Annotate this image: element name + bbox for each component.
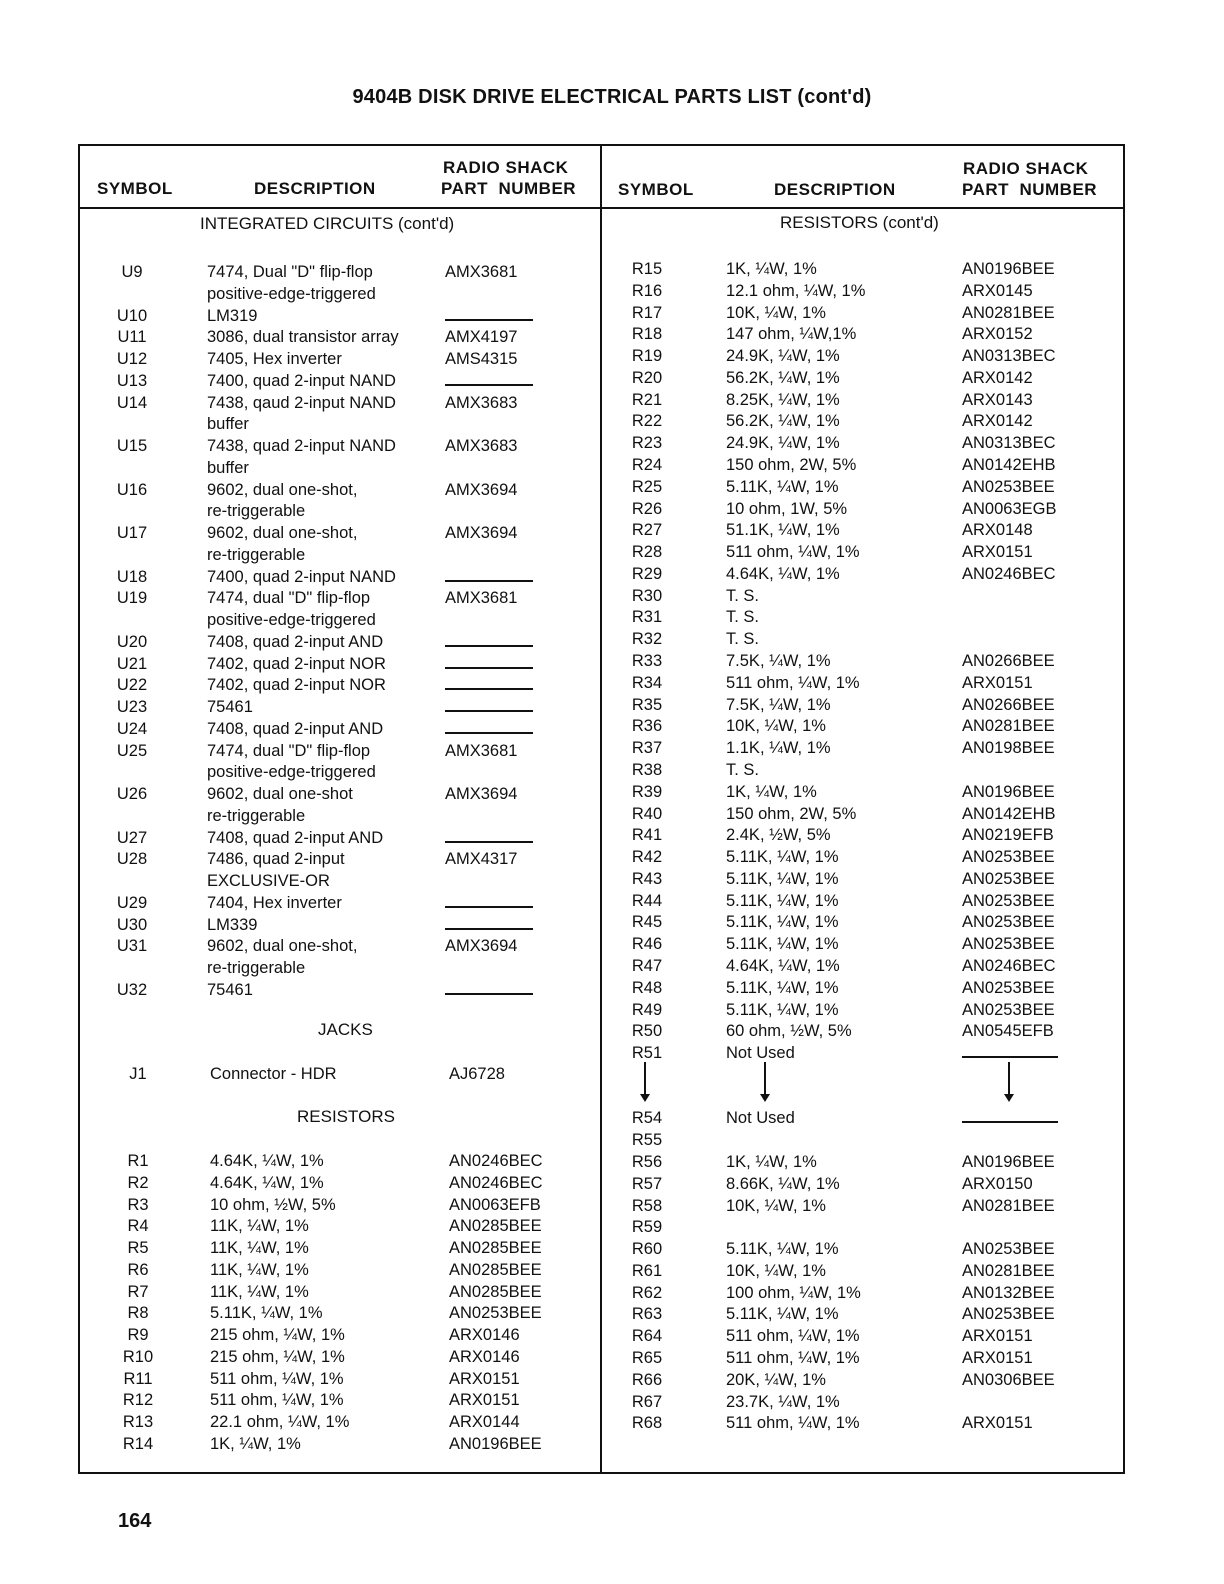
- symbol-cell: R38: [631, 760, 663, 779]
- symbol-cell: R68: [631, 1414, 663, 1433]
- part-number-cell: AN0246BEC: [962, 564, 1056, 583]
- symbol-cell: R29: [631, 564, 663, 583]
- part-number-cell: ARX0151: [962, 673, 1033, 692]
- part-number-cell: AN0253BEE: [962, 891, 1055, 910]
- symbol-cell: R24: [631, 456, 663, 475]
- description-cell: positive-edge-triggered: [207, 763, 376, 782]
- symbol-cell: R28: [631, 543, 663, 562]
- symbol-cell: U11: [117, 328, 147, 347]
- symbol-cell: R47: [631, 956, 663, 975]
- part-number-cell: AN0196BEE: [449, 1434, 542, 1453]
- part-number-cell: AN0196BEE: [962, 260, 1055, 278]
- description-cell: 1K, ¼W, 1%: [210, 1434, 301, 1453]
- part-number-cell: ARX0143: [962, 390, 1033, 409]
- description-cell: 511 ohm, ¼W, 1%: [210, 1391, 344, 1410]
- part-number-cell: AMX3681: [445, 741, 518, 760]
- symbol-cell: R20: [631, 368, 663, 387]
- description-cell: 7474, dual "D" flip-flop: [207, 589, 371, 608]
- range-arrow-icon: [644, 1062, 646, 1096]
- description-cell: re-triggerable: [207, 959, 306, 977]
- part-number-cell: ARX0146: [449, 1347, 520, 1366]
- right-header-part-line1: RADIO SHACK: [963, 159, 1089, 178]
- description-cell: 3086, dual transistor array: [207, 328, 399, 347]
- description-cell: 7474, Dual "D" flip-flop: [207, 263, 373, 281]
- symbol-cell: R67: [631, 1392, 663, 1411]
- not-applicable-dash: [445, 645, 533, 647]
- description-cell: 8.25K, ¼W, 1%: [726, 390, 840, 409]
- symbol-cell: R6: [127, 1260, 149, 1279]
- part-number-cell: AMX4197: [445, 328, 518, 347]
- part-number-cell: AN0198BEE: [962, 739, 1055, 758]
- symbol-cell: R51: [631, 1044, 663, 1063]
- symbol-cell: R13: [122, 1413, 154, 1431]
- page-title: 9404B DISK DRIVE ELECTRICAL PARTS LIST (cont'd): [352, 86, 872, 108]
- symbol-cell: R45: [631, 913, 663, 932]
- description-cell: 7400, quad 2-input NAND: [207, 371, 396, 390]
- symbol-cell: R36: [631, 717, 663, 736]
- part-number-cell: ARX0152: [962, 325, 1033, 344]
- symbol-cell: R41: [631, 826, 663, 845]
- section-title-resistors: RESISTORS: [297, 1107, 395, 1126]
- part-number-cell: AMX3694: [445, 785, 518, 803]
- part-number-cell: AN0196BEE: [962, 1152, 1055, 1171]
- part-number-cell: ARX0148: [962, 521, 1033, 540]
- symbol-cell: J1: [129, 1065, 147, 1083]
- description-cell: 75461: [207, 698, 253, 716]
- description-cell: 4.64K, ¼W, 1%: [726, 564, 840, 583]
- symbol-cell: R57: [631, 1174, 663, 1193]
- description-cell: 215 ohm, ¼W, 1%: [210, 1326, 345, 1344]
- description-cell: 56.2K, ¼W, 1%: [726, 412, 840, 431]
- description-cell: 7438, qaud 2-input NAND: [207, 393, 396, 412]
- not-applicable-dash: [445, 710, 533, 712]
- symbol-cell: R59: [631, 1218, 663, 1237]
- description-cell: 150 ohm, 2W, 5%: [726, 804, 857, 823]
- description-cell: 11K, ¼W, 1%: [210, 1282, 309, 1301]
- symbol-cell: R49: [631, 1000, 663, 1019]
- description-cell: 7400, quad 2-input NAND: [207, 567, 396, 586]
- part-number-cell: AN0219EFB: [962, 826, 1054, 845]
- symbol-cell: R31: [631, 608, 663, 627]
- description-cell: 75461: [207, 980, 253, 999]
- part-number-cell: AN0313BEC: [962, 434, 1056, 453]
- description-cell: 511 ohm, ¼W, 1%: [726, 1327, 860, 1346]
- description-cell: 1K, ¼W, 1%: [726, 1152, 817, 1171]
- right-header-part-line2: PART NUMBER: [962, 180, 1098, 199]
- section-title-jacks: JACKS: [318, 1020, 373, 1039]
- description-cell: 8.66K, ¼W, 1%: [726, 1174, 840, 1193]
- part-number-cell: ARX0151: [962, 1414, 1033, 1433]
- not-applicable-dash: [445, 928, 533, 930]
- description-cell: 5.11K, ¼W, 1%: [726, 978, 839, 997]
- description-cell: 11K, ¼W, 1%: [210, 1217, 309, 1236]
- description-cell: 9602, dual one-shot,: [207, 480, 358, 499]
- description-cell: 10 ohm, ½W, 5%: [210, 1195, 336, 1214]
- part-number-cell: AMX3681: [445, 263, 518, 281]
- symbol-cell: R11: [123, 1369, 153, 1388]
- symbol-cell: R54: [631, 1109, 663, 1128]
- description-cell: 7408, quad 2-input AND: [207, 632, 384, 651]
- part-number-cell: AN0313BEC: [962, 347, 1056, 366]
- symbol-cell: U31: [116, 937, 148, 956]
- description-cell: 5.11K, ¼W, 1%: [726, 477, 839, 496]
- description-cell: 511 ohm, ¼W, 1%: [726, 673, 860, 692]
- symbol-cell: U17: [116, 524, 148, 542]
- part-number-cell: AMX3683: [445, 437, 518, 455]
- description-cell: Connector - HDR: [210, 1065, 337, 1083]
- part-number-cell: AN0142EHB: [962, 804, 1056, 823]
- description-cell: LM319: [207, 306, 258, 325]
- symbol-cell: R23: [631, 434, 663, 453]
- symbol-cell: U14: [116, 393, 148, 412]
- symbol-cell: R25: [631, 477, 663, 496]
- description-cell: 7.5K, ¼W, 1%: [726, 652, 831, 671]
- part-number-cell: AMX3694: [445, 937, 518, 956]
- description-cell: LM339: [207, 915, 258, 934]
- symbol-cell: R35: [631, 695, 663, 714]
- right-header-description: DESCRIPTION: [774, 180, 896, 199]
- symbol-cell: R62: [631, 1283, 663, 1302]
- part-number-cell: AN0285BEE: [449, 1239, 542, 1257]
- part-number-cell: AN0281BEE: [962, 1196, 1055, 1215]
- symbol-cell: R2: [127, 1173, 149, 1192]
- part-number-cell: AN0253BEE: [962, 477, 1055, 496]
- part-number-cell: AN0132BEE: [962, 1283, 1055, 1302]
- description-cell: re-triggerable: [207, 545, 306, 564]
- description-cell: 511 ohm, ¼W, 1%: [726, 1349, 860, 1367]
- symbol-cell: R40: [631, 804, 663, 823]
- not-applicable-dash: [962, 1121, 1058, 1123]
- part-number-cell: AN0281BEE: [962, 717, 1055, 736]
- symbol-cell: U26: [116, 785, 148, 803]
- description-cell: 4.64K, ¼W, 1%: [210, 1173, 324, 1192]
- symbol-cell: U27: [116, 828, 148, 847]
- not-applicable-dash: [445, 906, 533, 908]
- description-cell: 20K, ¼W, 1%: [726, 1370, 826, 1389]
- symbol-cell: R18: [631, 325, 663, 344]
- symbol-cell: R8: [127, 1304, 149, 1323]
- symbol-cell: R48: [631, 978, 663, 997]
- part-number-cell: AN0246BEC: [962, 956, 1056, 975]
- symbol-cell: U15: [116, 437, 148, 455]
- description-cell: Not Used: [726, 1109, 795, 1128]
- part-number-cell: AN0285BEE: [449, 1260, 542, 1279]
- part-number-cell: AMX3681: [445, 589, 518, 608]
- description-cell: 11K, ¼W, 1%: [210, 1260, 309, 1279]
- description-cell: T. S.: [726, 760, 760, 779]
- symbol-cell: U28: [116, 850, 148, 869]
- symbol-cell: U21: [116, 654, 148, 673]
- description-cell: positive-edge-triggered: [207, 284, 376, 303]
- symbol-cell: R46: [631, 935, 663, 954]
- description-cell: 51.1K, ¼W, 1%: [726, 521, 840, 540]
- range-arrow-icon: [764, 1062, 766, 1096]
- part-number-cell: AN0281BEE: [962, 1261, 1055, 1280]
- description-cell: 10 ohm, 1W, 5%: [726, 499, 848, 518]
- description-cell: 60 ohm, ½W, 5%: [726, 1022, 852, 1041]
- description-cell: 150 ohm, 2W, 5%: [726, 456, 857, 475]
- part-number-cell: ARX0151: [449, 1369, 520, 1388]
- description-cell: 511 ohm, ¼W, 1%: [726, 543, 860, 562]
- part-number-cell: AMX3683: [445, 393, 518, 412]
- part-number-cell: ARX0144: [449, 1413, 520, 1431]
- symbol-cell: R9: [127, 1326, 149, 1344]
- symbol-cell: U22: [116, 676, 148, 695]
- description-cell: 24.9K, ¼W, 1%: [726, 347, 840, 366]
- not-applicable-dash: [445, 580, 533, 582]
- description-cell: positive-edge-triggered: [207, 611, 376, 629]
- description-cell: buffer: [207, 415, 249, 434]
- symbol-cell: R39: [631, 782, 663, 801]
- description-cell: 9602, dual one-shot,: [207, 524, 358, 542]
- part-number-cell: AN0266BEE: [962, 652, 1055, 671]
- part-number-cell: AN0266BEE: [962, 695, 1055, 714]
- symbol-cell: R63: [631, 1305, 663, 1324]
- description-cell: 147 ohm, ¼W,1%: [726, 325, 857, 344]
- symbol-cell: R65: [631, 1349, 663, 1367]
- description-cell: 4.64K, ¼W, 1%: [210, 1152, 324, 1170]
- part-number-cell: AN0253BEE: [962, 1000, 1055, 1019]
- left-header-part-line2: PART NUMBER: [441, 179, 577, 198]
- description-cell: 7.5K, ¼W, 1%: [726, 695, 831, 714]
- symbol-cell: R14: [122, 1434, 154, 1453]
- part-number-cell: AN0253BEE: [962, 978, 1055, 997]
- part-number-cell: AN0246BEC: [449, 1152, 543, 1170]
- part-number-cell: AN0142EHB: [962, 456, 1056, 475]
- symbol-cell: R21: [631, 390, 663, 409]
- symbol-cell: U18: [116, 567, 148, 586]
- not-applicable-dash: [445, 841, 533, 843]
- part-number-cell: AJ6728: [449, 1065, 505, 1083]
- part-number-cell: AMX3694: [445, 480, 518, 499]
- part-number-cell: ARX0142: [962, 368, 1033, 387]
- symbol-cell: R1: [127, 1152, 149, 1170]
- not-applicable-dash: [445, 384, 533, 386]
- part-number-cell: ARX0151: [449, 1391, 520, 1410]
- part-number-cell: AN0253BEE: [962, 1240, 1055, 1259]
- part-number-cell: ARX0145: [962, 281, 1033, 300]
- symbol-cell: R42: [631, 848, 663, 867]
- description-cell: 23.7K, ¼W, 1%: [726, 1392, 840, 1411]
- part-number-cell: AN0285BEE: [449, 1217, 542, 1236]
- part-number-cell: AN0285BEE: [449, 1282, 542, 1301]
- symbol-cell: R10: [122, 1347, 154, 1366]
- description-cell: 7486, quad 2-input: [207, 850, 345, 869]
- part-number-cell: AMX4317: [445, 850, 518, 869]
- part-number-cell: AN0306BEE: [962, 1370, 1055, 1389]
- symbol-cell: U29: [116, 893, 148, 912]
- description-cell: 10K, ¼W, 1%: [726, 717, 826, 736]
- description-cell: 7408, quad 2-input AND: [207, 828, 384, 847]
- not-applicable-dash: [445, 993, 533, 995]
- part-number-cell: ARX0151: [962, 1349, 1033, 1367]
- symbol-cell: R32: [631, 630, 663, 649]
- description-cell: 7408, quad 2-input AND: [207, 719, 384, 738]
- description-cell: 12.1 ohm, ¼W, 1%: [726, 281, 866, 300]
- column-divider: [600, 144, 602, 1474]
- description-cell: 511 ohm, ¼W, 1%: [210, 1369, 344, 1388]
- symbol-cell: U19: [116, 589, 148, 608]
- symbol-cell: R15: [631, 260, 663, 278]
- symbol-cell: R56: [631, 1152, 663, 1171]
- description-cell: T. S.: [726, 586, 760, 605]
- description-cell: buffer: [207, 458, 249, 477]
- description-cell: 1K, ¼W, 1%: [726, 260, 817, 278]
- symbol-cell: R5: [127, 1239, 149, 1257]
- description-cell: 2.4K, ½W, 5%: [726, 826, 831, 845]
- description-cell: 5.11K, ¼W, 1%: [726, 1240, 839, 1259]
- symbol-cell: R37: [631, 739, 663, 758]
- description-cell: 56.2K, ¼W, 1%: [726, 368, 840, 387]
- part-number-cell: AN0253BEE: [962, 935, 1055, 954]
- description-cell: 9602, dual one-shot,: [207, 937, 358, 956]
- symbol-cell: R3: [127, 1195, 149, 1214]
- description-cell: 215 ohm, ¼W, 1%: [210, 1347, 345, 1366]
- description-cell: 5.11K, ¼W, 1%: [726, 869, 839, 888]
- description-cell: T. S.: [726, 608, 760, 627]
- description-cell: 1.1K, ¼W, 1%: [726, 739, 831, 758]
- symbol-cell: R33: [631, 652, 663, 671]
- symbol-cell: R50: [631, 1022, 663, 1041]
- description-cell: 5.11K, ¼W, 1%: [726, 935, 839, 954]
- symbol-cell: U30: [116, 915, 148, 934]
- part-number-cell: AN0253BEE: [962, 1305, 1055, 1324]
- part-number-cell: ARX0142: [962, 412, 1033, 431]
- description-cell: Not Used: [726, 1044, 795, 1063]
- description-cell: 511 ohm, ¼W, 1%: [726, 1414, 860, 1433]
- symbol-cell: R7: [127, 1282, 149, 1301]
- symbol-cell: R60: [631, 1240, 663, 1259]
- part-number-cell: AN0063EGB: [962, 499, 1057, 518]
- description-cell: 5.11K, ¼W, 1%: [726, 913, 839, 932]
- header-divider: [78, 207, 1125, 209]
- not-applicable-dash: [445, 732, 533, 734]
- description-cell: 7402, quad 2-input NOR: [207, 676, 386, 695]
- section-title-resistors-cont: RESISTORS (cont'd): [780, 213, 939, 232]
- symbol-cell: R44: [631, 891, 663, 910]
- symbol-cell: U32: [116, 980, 148, 999]
- symbol-cell: R66: [631, 1370, 663, 1389]
- description-cell: 5.11K, ¼W, 1%: [210, 1304, 323, 1323]
- symbol-cell: R19: [631, 347, 663, 366]
- description-cell: 7404, Hex inverter: [207, 893, 342, 912]
- description-cell: 7438, quad 2-input NAND: [207, 437, 396, 455]
- right-header-symbol: SYMBOL: [618, 180, 694, 199]
- part-number-cell: AMX3694: [445, 524, 518, 542]
- part-number-cell: AN0246BEC: [449, 1173, 543, 1192]
- left-header-part-line1: RADIO SHACK: [443, 158, 569, 177]
- description-cell: re-triggerable: [207, 502, 306, 521]
- description-cell: 24.9K, ¼W, 1%: [726, 434, 840, 453]
- description-cell: 10K, ¼W, 1%: [726, 303, 826, 322]
- symbol-cell: U9: [121, 263, 143, 281]
- symbol-cell: R55: [631, 1131, 663, 1150]
- part-number-cell: AN0063EFB: [449, 1195, 541, 1214]
- symbol-cell: R4: [127, 1217, 149, 1236]
- part-number-cell: ARX0151: [962, 543, 1033, 562]
- part-number-cell: AN0196BEE: [962, 782, 1055, 801]
- symbol-cell: U24: [116, 719, 148, 738]
- part-number-cell: ARX0146: [449, 1326, 520, 1344]
- section-title-ic: INTEGRATED CIRCUITS (cont'd): [200, 214, 455, 233]
- symbol-cell: R43: [631, 869, 663, 888]
- symbol-cell: R17: [631, 303, 663, 322]
- description-cell: 11K, ¼W, 1%: [210, 1239, 309, 1257]
- description-cell: 7405, Hex inverter: [207, 350, 342, 368]
- part-number-cell: AN0545EFB: [962, 1022, 1054, 1041]
- part-number-cell: AMS4315: [445, 350, 518, 368]
- left-header-description: DESCRIPTION: [254, 179, 376, 198]
- symbol-cell: R26: [631, 499, 663, 518]
- symbol-cell: U25: [116, 741, 148, 760]
- not-applicable-dash: [962, 1056, 1058, 1058]
- symbol-cell: R58: [631, 1196, 663, 1215]
- part-number-cell: AN0253BEE: [449, 1304, 542, 1323]
- description-cell: 5.11K, ¼W, 1%: [726, 1305, 839, 1324]
- symbol-cell: U12: [116, 350, 148, 368]
- description-cell: EXCLUSIVE-OR: [207, 872, 330, 890]
- symbol-cell: R22: [631, 412, 663, 431]
- description-cell: 4.64K, ¼W, 1%: [726, 956, 840, 975]
- part-number-cell: AN0253BEE: [962, 848, 1055, 867]
- not-applicable-dash: [445, 667, 533, 669]
- part-number-cell: ARX0151: [962, 1327, 1033, 1346]
- symbol-cell: R27: [631, 521, 663, 540]
- description-cell: 5.11K, ¼W, 1%: [726, 848, 839, 867]
- description-cell: 5.11K, ¼W, 1%: [726, 891, 839, 910]
- description-cell: 22.1 ohm, ¼W, 1%: [210, 1413, 350, 1431]
- description-cell: 10K, ¼W, 1%: [726, 1261, 826, 1280]
- symbol-cell: U13: [116, 371, 148, 390]
- symbol-cell: U20: [116, 632, 148, 651]
- symbol-cell: R16: [631, 281, 663, 300]
- not-applicable-dash: [445, 688, 533, 690]
- left-header-symbol: SYMBOL: [97, 179, 173, 198]
- description-cell: 100 ohm, ¼W, 1%: [726, 1283, 861, 1302]
- part-number-cell: ARX0150: [962, 1174, 1033, 1193]
- description-cell: 5.11K, ¼W, 1%: [726, 1000, 839, 1019]
- description-cell: re-triggerable: [207, 806, 306, 825]
- not-applicable-dash: [445, 319, 533, 321]
- page-number: 164: [118, 1510, 152, 1532]
- symbol-cell: R30: [631, 586, 663, 605]
- description-cell: 7474, dual "D" flip-flop: [207, 741, 371, 760]
- part-number-cell: AN0281BEE: [962, 303, 1055, 322]
- range-arrow-icon: [1008, 1062, 1010, 1096]
- symbol-cell: U10: [116, 306, 148, 325]
- description-cell: 9602, dual one-shot: [207, 785, 353, 803]
- symbol-cell: R64: [631, 1327, 663, 1346]
- symbol-cell: R34: [631, 673, 663, 692]
- part-number-cell: AN0253BEE: [962, 913, 1055, 932]
- description-cell: 1K, ¼W, 1%: [726, 782, 817, 801]
- symbol-cell: U23: [116, 698, 148, 716]
- description-cell: 10K, ¼W, 1%: [726, 1196, 826, 1215]
- symbol-cell: U16: [116, 480, 148, 499]
- symbol-cell: R12: [122, 1391, 154, 1410]
- part-number-cell: AN0253BEE: [962, 869, 1055, 888]
- description-cell: T. S.: [726, 630, 760, 649]
- description-cell: 7402, quad 2-input NOR: [207, 654, 386, 673]
- symbol-cell: R61: [631, 1261, 663, 1280]
